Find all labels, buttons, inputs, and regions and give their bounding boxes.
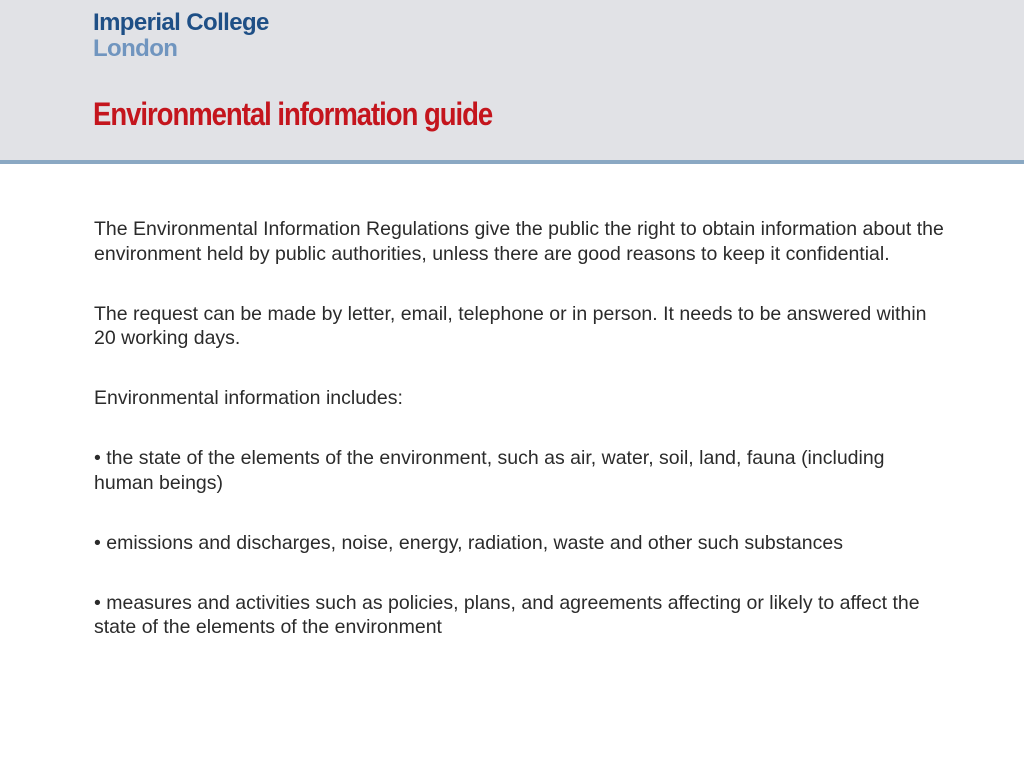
bullet-state-of-elements: • the state of the elements of the environment, such as air, water, soil, land, fauna (including human beings) [94, 447, 885, 494]
logo-line-imperial-college: Imperial College [93, 9, 269, 36]
page-title: Environmental information guide [93, 96, 493, 132]
header-divider [0, 160, 1024, 164]
logo-line-london: London [93, 35, 178, 62]
imperial-college-logo [93, 10, 269, 62]
paragraph-includes: Environmental information includes: [94, 387, 403, 409]
paragraph-request: The request can be made by letter, email, telephone or in person. It needs to be answered within 20 working days. [94, 302, 927, 349]
header-band [0, 0, 1024, 160]
paragraph-regulations: The Environmental Information Regulations give the public the right to obtain information about the environment held by public authorities, unless there are good reasons to keep it confidential. [94, 218, 944, 265]
bullet-measures: • measures and activities such as policies, plans, and agreements affecting or likely to affect the state of the elements of the environment [94, 591, 920, 638]
bullet-emissions: • emissions and discharges, noise, energy, radiation, waste and other such substances [94, 531, 843, 554]
body-text [94, 217, 944, 675]
